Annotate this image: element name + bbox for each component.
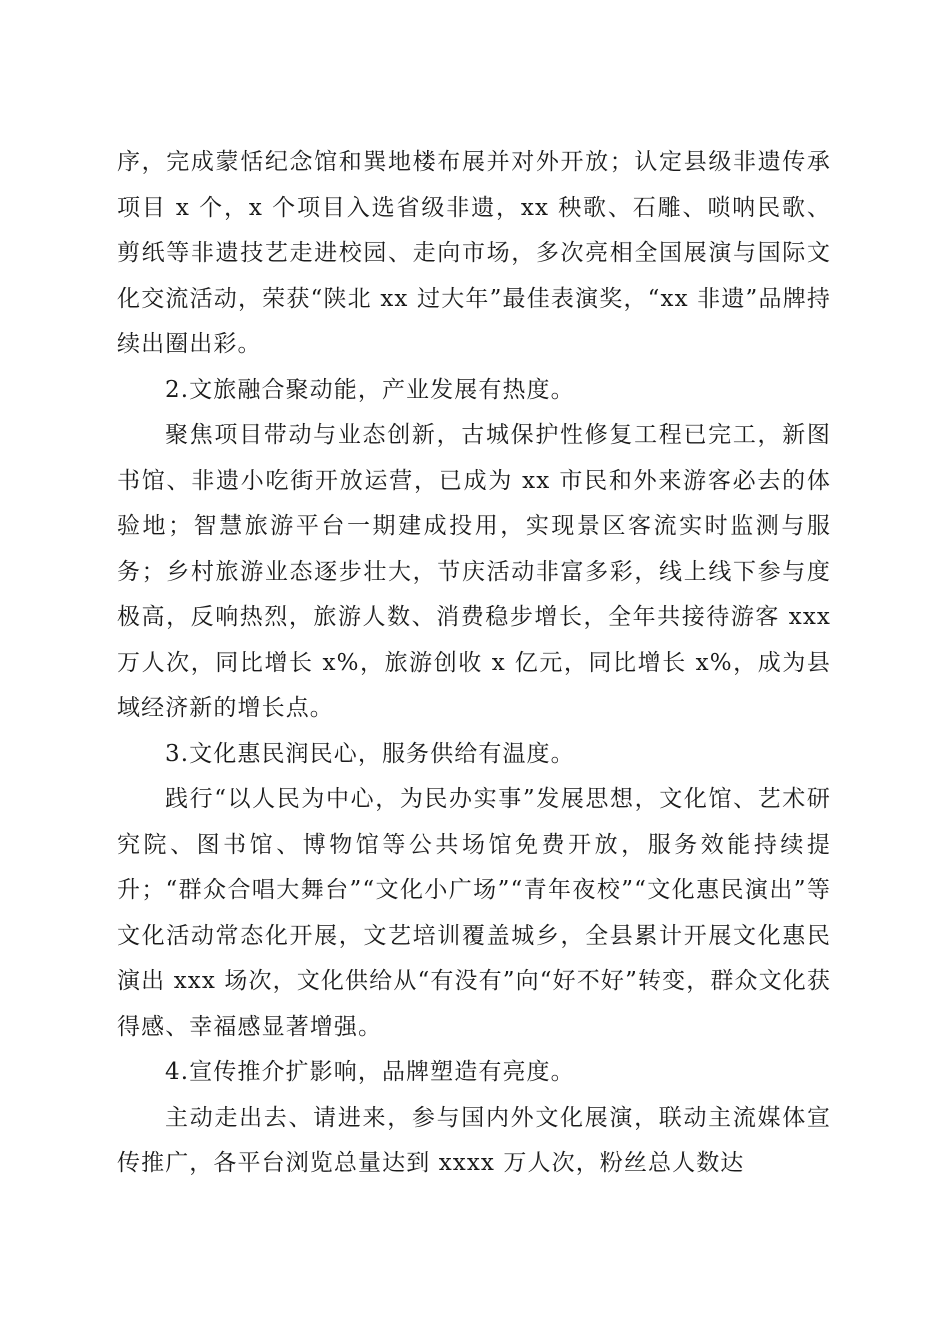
section-heading-3: 3.文化惠民润民心，服务供给有温度。 bbox=[165, 740, 575, 767]
section-heading-2: 2.文旅融合聚动能，产业发展有热度。 bbox=[165, 376, 575, 403]
document-body bbox=[117, 140, 831, 1187]
section-heading-4: 4.宣传推介扩影响，品牌塑造有亮度。 bbox=[165, 1059, 575, 1085]
paragraph-continuation: 序，完成蒙恬纪念馆和巽地楼布展并对外开放；认定县级非遗传承项目 x 个，x 个项目入选省级非遗，xx 秧歌、石雕、唢呐民歌、剪纸等非遗技艺走进校园、走向市场，多次亮相全国展演与国际文化交流活动，荣获“陕北 xx 过大年”最佳表演奖，“xx 非遗”品牌持续出圈出彩。 bbox=[117, 149, 831, 357]
paragraph-promotion: 主动走出去、请进来，参与国内外文化展演，联动主流媒体宣传推广，各平台浏览总量达到 xxxx 万人次，粉丝总人数达 bbox=[117, 1104, 831, 1176]
paragraph-tourism: 聚焦项目带动与业态创新，古城保护性修复工程已完工，新图书馆、非遗小吃街开放运营，已成为 xx 市民和外来游客必去的体验地；智慧旅游平台一期建成投用，实现景区客流实时监测与服务；乡村旅游业态逐步壮大，节庆活动非富多彩，线上线下参与度极高，反响热烈，旅游人数、消费稳步增长，全年共接待游客 xxx 万人次，同比增长 x%，旅游创收 x 亿元，同比增长 x%，成为县域经济新的增长点。 bbox=[117, 422, 831, 721]
paragraph-public-culture: 践行“以人民为中心，为民办实事”发展思想，文化馆、艺术研究院、图书馆、博物馆等公共场馆免费开放，服务效能持续提升；“群众合唱大舞台”“文化小广场”“青年夜校”“文化惠民演出”等文化活动常态化开展，文艺培训覆盖城乡，全县累计开展文化惠民演出 xxx 场次，文化供给从“有没有”向“好不好”转变，群众文化获得感、幸福感显著增强。 bbox=[117, 786, 831, 1040]
